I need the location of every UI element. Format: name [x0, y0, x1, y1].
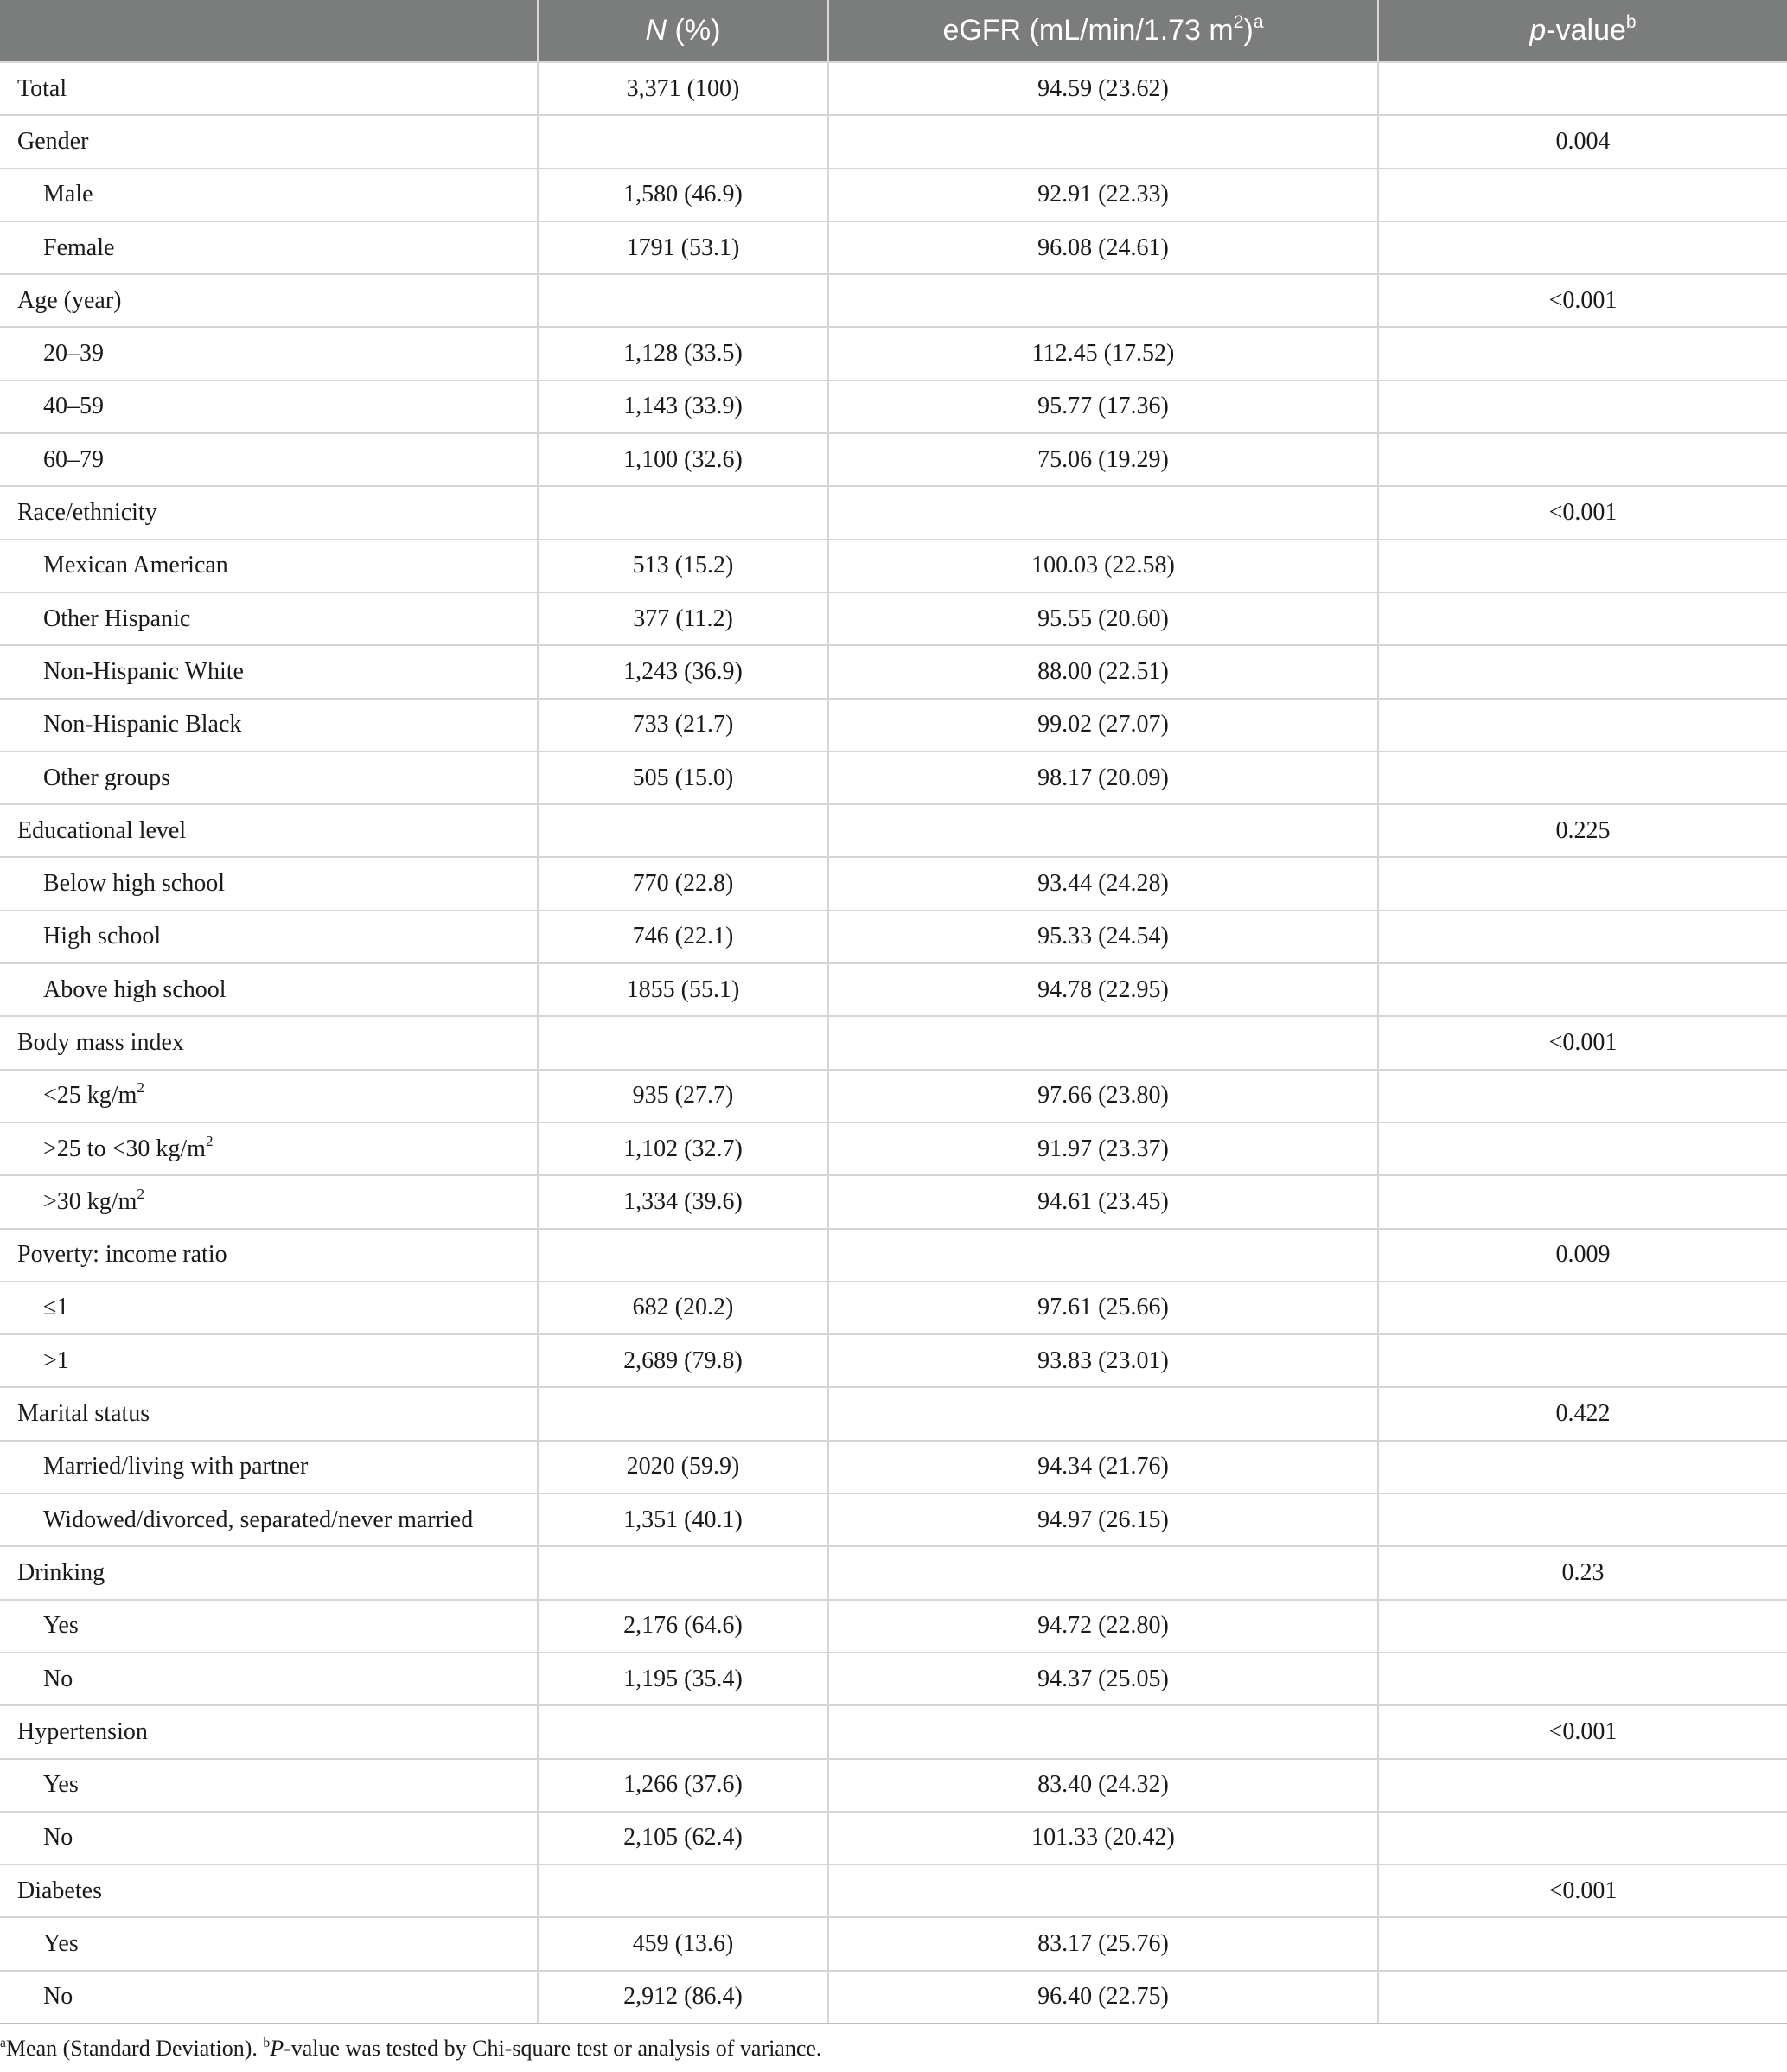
row-label: >1 [43, 1346, 69, 1374]
row-label: Below high school [43, 870, 225, 898]
cell-p-value [1378, 592, 1787, 645]
header-egfr-note: a [1253, 11, 1264, 32]
footnote-a-text: Mean (Standard Deviation). [5, 2036, 264, 2061]
footnote-a-mark: a [0, 2036, 6, 2051]
header-egfr-sup: 2 [1233, 11, 1244, 32]
header-p-value [1378, 0, 1787, 62]
cell-variable [0, 381, 538, 433]
cell-p-value [1378, 1175, 1787, 1228]
table-row-subcategory [0, 751, 1787, 804]
cell-variable [0, 857, 538, 910]
table-row-subcategory [0, 1070, 1787, 1122]
cell-egfr [828, 274, 1378, 327]
cell-variable [0, 1653, 538, 1705]
cell-p-value: <0.001 [1378, 1016, 1787, 1069]
header-p-note: b [1625, 11, 1637, 32]
table-row-category [0, 115, 1787, 168]
table-row-subcategory [0, 592, 1787, 645]
cell-egfr: 95.77 (17.36) [828, 381, 1378, 433]
cell-egfr [828, 486, 1378, 539]
cell-p-value: <0.001 [1378, 486, 1787, 539]
table-header [0, 0, 1787, 62]
cell-variable [0, 1441, 538, 1493]
table-row-subcategory [0, 911, 1787, 963]
cell-variable [0, 1546, 538, 1599]
cell-egfr: 94.61 (23.45) [828, 1175, 1378, 1228]
cell-egfr: 94.97 (26.15) [828, 1493, 1378, 1546]
table-row-subcategory [0, 963, 1787, 1016]
cell-p-value [1378, 645, 1787, 698]
cell-n-percent: 935 (27.7) [538, 1070, 828, 1122]
cell-p-value [1378, 62, 1787, 115]
row-label: Non-Hispanic Black [43, 711, 242, 739]
cell-p-value [1378, 169, 1787, 221]
cell-variable [0, 540, 538, 592]
table-row-subcategory [0, 433, 1787, 486]
table-row-subcategory [0, 169, 1787, 221]
table-row-category [0, 486, 1787, 539]
cell-variable [0, 1812, 538, 1864]
cell-n-percent [538, 1229, 828, 1282]
table-row-subcategory [0, 699, 1787, 751]
cell-egfr: 83.40 (24.32) [828, 1759, 1378, 1812]
row-label: >30 kg/m [43, 1187, 137, 1215]
cell-variable [0, 911, 538, 963]
cell-variable [0, 1070, 538, 1122]
cell-variable [0, 699, 538, 751]
table-row-subcategory [0, 1971, 1787, 2024]
table-footnote [0, 2035, 821, 2062]
cell-p-value [1378, 381, 1787, 433]
table-row-subcategory [0, 1493, 1787, 1546]
row-label: Hypertension [17, 1717, 148, 1745]
row-label: Male [43, 181, 93, 208]
cell-egfr: 75.06 (19.29) [828, 433, 1378, 486]
table-row-subcategory [0, 857, 1787, 910]
cell-n-percent: 770 (22.8) [538, 857, 828, 910]
header-egfr-close: ) [1243, 14, 1254, 47]
cell-p-value [1378, 857, 1787, 910]
header-egfr [828, 0, 1378, 62]
cell-egfr: 88.00 (22.51) [828, 645, 1378, 698]
cell-n-percent: 1,195 (35.4) [538, 1653, 828, 1705]
cell-p-value [1378, 1917, 1787, 1970]
cell-variable [0, 1122, 538, 1175]
cell-variable [0, 804, 538, 857]
cell-variable [0, 1334, 538, 1387]
cell-n-percent [538, 1864, 828, 1917]
header-row [0, 0, 1787, 62]
cell-egfr: 96.40 (22.75) [828, 1971, 1378, 2024]
cell-n-percent: 1,334 (39.6) [538, 1175, 828, 1228]
cell-n-percent: 1,143 (33.9) [538, 381, 828, 433]
cell-p-value: 0.422 [1378, 1387, 1787, 1440]
cell-egfr: 112.45 (17.52) [828, 327, 1378, 380]
cell-p-value [1378, 963, 1787, 1016]
cell-p-value [1378, 1600, 1787, 1653]
cell-egfr: 95.55 (20.60) [828, 592, 1378, 645]
row-label: Female [43, 233, 115, 261]
row-label: Educational level [17, 816, 187, 844]
cell-egfr: 98.17 (20.09) [828, 751, 1378, 804]
cell-variable [0, 1864, 538, 1917]
cell-p-value [1378, 1653, 1787, 1705]
table-row-subcategory [0, 1282, 1787, 1334]
cell-egfr: 94.72 (22.80) [828, 1600, 1378, 1653]
cell-n-percent: 2020 (59.9) [538, 1441, 828, 1493]
table-row-category [0, 1705, 1787, 1758]
cell-variable [0, 1387, 538, 1440]
table-row-category [0, 1229, 1787, 1282]
cell-n-percent: 1,580 (46.9) [538, 169, 828, 221]
cell-n-percent: 2,912 (86.4) [538, 1971, 828, 2024]
cell-n-percent: 1,128 (33.5) [538, 327, 828, 380]
row-label: Widowed/divorced, separated/never married [43, 1506, 474, 1533]
table-row-category [0, 1864, 1787, 1917]
cell-variable [0, 486, 538, 539]
cell-n-percent: 2,105 (62.4) [538, 1812, 828, 1864]
cell-p-value: 0.225 [1378, 804, 1787, 857]
cell-n-percent: 1,266 (37.6) [538, 1759, 828, 1812]
row-label: Diabetes [17, 1877, 102, 1904]
cell-p-value [1378, 1493, 1787, 1546]
row-label: High school [43, 923, 162, 950]
cell-variable [0, 1282, 538, 1334]
cell-p-value [1378, 1334, 1787, 1387]
table-row-subcategory [0, 1334, 1787, 1387]
row-label: Race/ethnicity [17, 499, 157, 527]
table-row-subcategory [0, 1759, 1787, 1812]
cell-egfr: 93.44 (24.28) [828, 857, 1378, 910]
footnote-b-text: -value was tested by Chi-square test or analysis of variance. [284, 2036, 822, 2061]
cell-egfr: 94.34 (21.76) [828, 1441, 1378, 1493]
cell-variable [0, 1175, 538, 1228]
cell-egfr: 95.33 (24.54) [828, 911, 1378, 963]
cell-egfr: 91.97 (23.37) [828, 1122, 1378, 1175]
cell-egfr: 100.03 (22.58) [828, 540, 1378, 592]
header-p-rest: -value [1546, 14, 1626, 47]
cell-variable [0, 327, 538, 380]
row-label: Drinking [17, 1558, 105, 1586]
header-p-italic: p [1529, 14, 1547, 47]
row-label: No [43, 1824, 73, 1851]
cell-p-value: <0.001 [1378, 1864, 1787, 1917]
cell-n-percent: 746 (22.1) [538, 911, 828, 963]
cell-p-value [1378, 327, 1787, 380]
cell-egfr: 97.61 (25.66) [828, 1282, 1378, 1334]
header-egfr-main: eGFR (mL/min/1.73 m [942, 14, 1234, 47]
row-label: No [43, 1665, 73, 1692]
cell-variable [0, 115, 538, 168]
cell-variable [0, 1229, 538, 1282]
cell-n-percent: 1,102 (32.7) [538, 1122, 828, 1175]
cell-variable [0, 751, 538, 804]
cell-n-percent: 1791 (53.1) [538, 221, 828, 274]
row-label: ≤1 [43, 1294, 69, 1321]
cell-p-value [1378, 1282, 1787, 1334]
cell-p-value: 0.004 [1378, 115, 1787, 168]
table-row-subcategory [0, 540, 1787, 592]
row-label: No [43, 1983, 73, 2011]
cell-n-percent [538, 1016, 828, 1069]
cell-variable [0, 1600, 538, 1653]
cell-p-value [1378, 1070, 1787, 1122]
row-label: <25 kg/m [43, 1082, 137, 1110]
cell-n-percent [538, 486, 828, 539]
cell-egfr: 92.91 (22.33) [828, 169, 1378, 221]
footnote-b-mark: b [263, 2036, 271, 2051]
cell-egfr: 94.59 (23.62) [828, 62, 1378, 115]
cell-p-value [1378, 911, 1787, 963]
cell-p-value [1378, 1122, 1787, 1175]
cell-n-percent: 1,351 (40.1) [538, 1493, 828, 1546]
cell-p-value: 0.009 [1378, 1229, 1787, 1282]
table-row-category [0, 62, 1787, 115]
cell-p-value [1378, 751, 1787, 804]
table-row-category [0, 1016, 1787, 1069]
table-row-subcategory [0, 1175, 1787, 1228]
table-row-category [0, 1546, 1787, 1599]
cell-p-value: 0.23 [1378, 1546, 1787, 1599]
cell-n-percent: 1,243 (36.9) [538, 645, 828, 698]
row-label: 60–79 [43, 445, 104, 473]
footnote-b-italic: P [270, 2036, 284, 2061]
row-label: Above high school [43, 975, 227, 1003]
cell-p-value [1378, 699, 1787, 751]
table-row-category [0, 1387, 1787, 1440]
table-row-subcategory [0, 381, 1787, 433]
cell-n-percent: 1855 (55.1) [538, 963, 828, 1016]
row-label: Mexican American [43, 552, 228, 579]
cell-variable [0, 169, 538, 221]
cell-n-percent: 2,689 (79.8) [538, 1334, 828, 1387]
cell-variable [0, 1016, 538, 1069]
cell-variable [0, 274, 538, 327]
table-row-subcategory [0, 1653, 1787, 1705]
row-label: Age (year) [17, 286, 122, 314]
cell-variable [0, 433, 538, 486]
header-n-rest: (%) [667, 14, 721, 47]
cell-n-percent: 733 (21.7) [538, 699, 828, 751]
cell-p-value [1378, 1441, 1787, 1493]
row-label: Yes [43, 1612, 79, 1640]
cell-variable [0, 221, 538, 274]
cell-n-percent [538, 115, 828, 168]
row-label-superscript: 2 [205, 1132, 214, 1149]
cell-egfr [828, 804, 1378, 857]
cell-egfr [828, 1705, 1378, 1758]
cell-p-value [1378, 221, 1787, 274]
table-row-subcategory [0, 327, 1787, 380]
cell-p-value: <0.001 [1378, 1705, 1787, 1758]
cell-egfr: 97.66 (23.80) [828, 1070, 1378, 1122]
cell-n-percent: 3,371 (100) [538, 62, 828, 115]
cell-p-value [1378, 540, 1787, 592]
row-label: Yes [43, 1930, 79, 1958]
cell-egfr: 94.37 (25.05) [828, 1653, 1378, 1705]
cell-egfr [828, 1864, 1378, 1917]
cell-egfr [828, 1546, 1378, 1599]
table-row-category [0, 804, 1787, 857]
row-label: Poverty: income ratio [17, 1241, 227, 1269]
row-label-superscript: 2 [137, 1079, 145, 1097]
row-label: Yes [43, 1771, 79, 1799]
table-row-subcategory [0, 1441, 1787, 1493]
cell-egfr: 83.17 (25.76) [828, 1917, 1378, 1970]
header-n-percent [538, 0, 828, 62]
cell-egfr: 93.83 (23.01) [828, 1334, 1378, 1387]
cell-variable [0, 62, 538, 115]
cell-n-percent: 513 (15.2) [538, 540, 828, 592]
cell-variable [0, 963, 538, 1016]
row-label: Total [17, 74, 67, 102]
header-variable [0, 0, 538, 62]
table-row-subcategory [0, 1812, 1787, 1864]
cell-p-value: <0.001 [1378, 274, 1787, 327]
cell-n-percent [538, 1387, 828, 1440]
table-row-subcategory [0, 1917, 1787, 1970]
cell-n-percent: 2,176 (64.6) [538, 1600, 828, 1653]
cell-n-percent [538, 274, 828, 327]
table-row-category [0, 274, 1787, 327]
cell-n-percent: 377 (11.2) [538, 592, 828, 645]
cell-egfr: 94.78 (22.95) [828, 963, 1378, 1016]
table-row-subcategory [0, 1600, 1787, 1653]
cell-n-percent: 1,100 (32.6) [538, 433, 828, 486]
table-row-subcategory [0, 1122, 1787, 1175]
row-label: Body mass index [17, 1028, 184, 1056]
table-row-subcategory [0, 221, 1787, 274]
row-label-superscript: 2 [137, 1185, 145, 1202]
cell-variable [0, 645, 538, 698]
row-label: Other Hispanic [43, 604, 191, 632]
cell-variable [0, 592, 538, 645]
cell-n-percent: 505 (15.0) [538, 751, 828, 804]
cell-variable [0, 1917, 538, 1970]
row-label: Married/living with partner [43, 1453, 309, 1480]
cell-variable [0, 1759, 538, 1812]
cell-n-percent [538, 804, 828, 857]
cell-p-value [1378, 433, 1787, 486]
cell-egfr [828, 1387, 1378, 1440]
cell-n-percent [538, 1705, 828, 1758]
cell-p-value [1378, 1759, 1787, 1812]
table-row-subcategory [0, 645, 1787, 698]
cell-egfr [828, 115, 1378, 168]
header-n-italic: N [645, 14, 667, 47]
cell-variable [0, 1493, 538, 1546]
cell-p-value [1378, 1812, 1787, 1864]
row-label: >25 to <30 kg/m [43, 1135, 206, 1162]
cell-egfr: 99.02 (27.07) [828, 699, 1378, 751]
row-label: Other groups [43, 764, 170, 791]
row-label: Non-Hispanic White [43, 657, 244, 685]
cell-n-percent: 682 (20.2) [538, 1282, 828, 1334]
cell-variable [0, 1705, 538, 1758]
cell-variable [0, 1971, 538, 2024]
cell-egfr: 101.33 (20.42) [828, 1812, 1378, 1864]
cell-egfr: 96.08 (24.61) [828, 221, 1378, 274]
cell-n-percent [538, 1546, 828, 1599]
row-label: 20–39 [43, 340, 104, 368]
cell-egfr [828, 1229, 1378, 1282]
cell-n-percent: 459 (13.6) [538, 1917, 828, 1970]
table-body [0, 62, 1787, 2024]
cell-p-value [1378, 1971, 1787, 2024]
row-label: Gender [17, 127, 89, 155]
cell-egfr [828, 1016, 1378, 1069]
row-label: 40–59 [43, 393, 104, 420]
row-label: Marital status [17, 1400, 150, 1428]
